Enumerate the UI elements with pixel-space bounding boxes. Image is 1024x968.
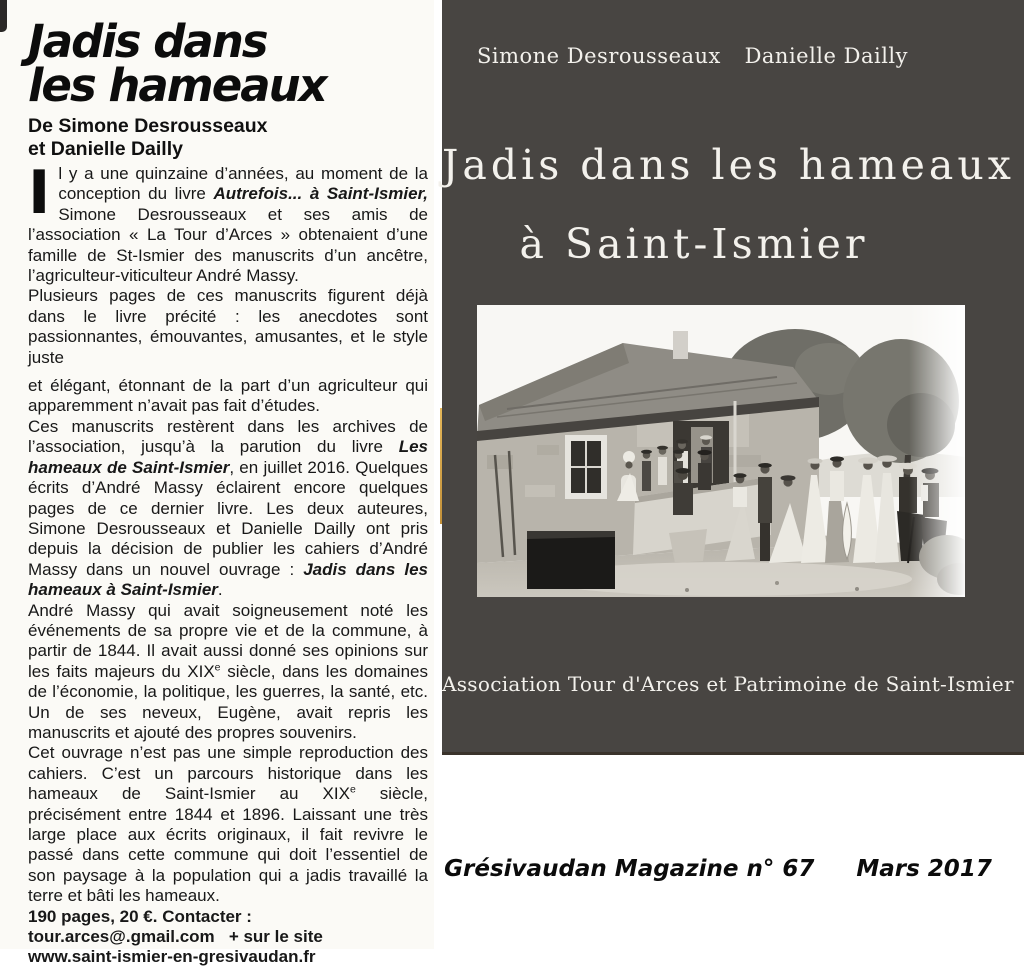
cover-authors xyxy=(477,44,908,68)
article-byline xyxy=(28,115,428,160)
article-paragraph: tour.arces@.gmail.com + sur le site xyxy=(28,927,323,947)
article-paragraph: Il y a une quinzaine d’années, au moment de la conception du livre Autrefois... à Saint-Ismier, Simone Desrousseaux et ses amis de l’association « La Tour d’Arces » obtenaient d’une famille de St-Ismier des manuscrits d’un ancêtre, l’agriculteur-viticulteur André Massy. xyxy=(28,158,428,286)
magazine-article-page xyxy=(0,0,434,967)
drop-cap: I xyxy=(28,158,51,228)
article-paragraph: Cet ouvrage n’est pas une simple reproduction des cahiers. C’est un parcours historique dans les hameaux de Saint-Ismier au XIXe siècle, précisément entre 1844 et 1896. Laissant une très large place aux écrits originaux, il fait revivre le passé dans cette commune qui doit l’essentiel de son paysage à la population qui a jadis travaillé la terre et bâti les hameaux. xyxy=(28,743,428,906)
cover-photo-farmhouse-group xyxy=(477,305,965,597)
byline-line2: et Danielle Dailly xyxy=(28,137,183,160)
article-body xyxy=(28,158,429,968)
byline-line1: De Simone Desrousseaux xyxy=(28,115,268,137)
cover-title xyxy=(442,126,1015,284)
magazine-credit xyxy=(442,856,1024,882)
article-paragraph: 190 pages, 20 €. Contacter : xyxy=(28,906,252,926)
article-paragraph: www.saint-ismier-en-gresivaudan.fr xyxy=(28,947,316,967)
article-paragraph: Plusieurs pages de ces manuscrits figurent déjà dans le livre précité : les anecdotes sont passionnantes, émouvantes, amusantes, et le style juste xyxy=(28,286,428,367)
article-paragraph: et élégant, étonnant de la part d’un agriculteur qui apparemment n’avait pas fait d’études. xyxy=(28,376,428,416)
cover-association-line: Association Tour d'Arces et Patrimoine de Saint-Ismier xyxy=(442,672,1014,696)
magazine-credit-date: Mars 2017 xyxy=(856,856,992,882)
cover-title-line2: à Saint-Ismier xyxy=(519,220,869,268)
article-title-line1: Jadis dans xyxy=(28,15,267,68)
book-cover xyxy=(442,0,1024,755)
article-content xyxy=(0,0,434,968)
cover-author-right: Danielle Dailly xyxy=(744,44,908,68)
article-paragraph: André Massy qui avait soigneusement noté les événements de sa propre vie et de la commune, à partir de 1844. Il avait aussi donné ses opinions sur les faits majeurs du XIXe siècle, dans les domaines de l’économie, la politique, les guerres, la santé, etc. Un de ses neveux, Eugène, avait repris les manuscrits et ajouté des propres souvenirs. xyxy=(28,600,428,742)
article-title xyxy=(28,15,428,112)
article-paragraph: Ces manuscrits restèrent dans les archives de l’association, jusqu’à la parution du livre Les hameaux de Saint-Ismier, en juillet 2016. Quelques écrits d’André Massy éclairent encore quelques pages de ce dernier livre. Les deux auteures, Simone Desrousseaux et Danielle Dailly ont pris depuis la décision de publier les cahiers d’André Massy dans un nouvel ouvrage : Jadis dans les hameaux à Saint-Ismier. xyxy=(28,416,429,600)
cover-author-left: Simone Desrousseaux xyxy=(477,44,721,68)
magazine-credit-name: Grésivaudan Magazine n° 67 xyxy=(444,856,815,882)
scan-corner-artifact xyxy=(0,0,7,32)
article-title-line2: les hameaux xyxy=(28,59,326,112)
cover-title-line1: Jadis dans les hameaux xyxy=(442,141,1015,189)
